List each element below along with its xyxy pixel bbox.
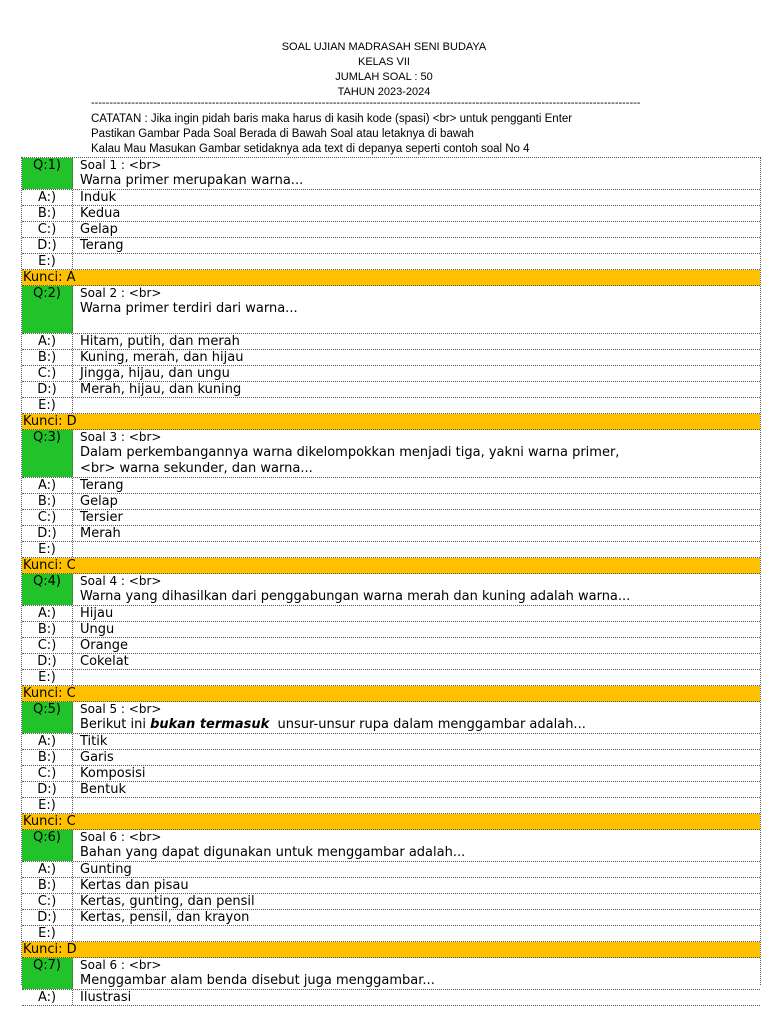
option-letter: A:)	[22, 478, 73, 493]
option-letter: C:)	[22, 894, 73, 909]
question-row	[22, 430, 760, 478]
option-row	[22, 926, 760, 942]
option-letter: E:)	[22, 542, 73, 557]
question-line: Warna primer terdiri dari warna...	[80, 301, 298, 316]
question-line: <br> warna sekunder, dan warna...	[80, 461, 313, 476]
option-text: Gelap	[80, 222, 118, 237]
option-row	[22, 862, 760, 878]
option-letter: C:)	[22, 366, 73, 381]
answer-key-row: Kunci: D	[22, 414, 760, 430]
option-row	[22, 910, 760, 926]
option-text	[73, 926, 760, 941]
option-letter: E:)	[22, 926, 73, 941]
option-text: Hijau	[80, 606, 114, 621]
question-code: Soal 6 : <br>	[80, 830, 162, 844]
question-text	[73, 430, 760, 477]
option-text: Jingga, hijau, dan ungu	[80, 366, 230, 381]
option-letter: C:)	[22, 510, 73, 525]
notes-block	[91, 112, 731, 157]
question-code: Soal 3 : <br>	[80, 430, 162, 444]
option-text: Ungu	[80, 622, 115, 637]
question-line-part: unsur-unsur rupa dalam menggambar adalah...	[269, 717, 586, 732]
option-letter: B:)	[22, 206, 73, 221]
option-row	[22, 606, 760, 622]
question-text	[73, 702, 760, 733]
answer-key-row: Kunci: C	[22, 686, 760, 702]
option-row	[22, 222, 760, 238]
option-row	[22, 190, 760, 206]
option-row	[22, 734, 760, 750]
option-row	[22, 398, 760, 414]
separator-line: ------------------------------------------------------------------------------------------------------------------------------------------------------	[91, 97, 641, 109]
option-letter: A:)	[22, 862, 73, 877]
answer-key-row: Kunci: A	[22, 270, 760, 286]
option-letter: D:)	[22, 238, 73, 253]
question-text	[73, 830, 760, 861]
option-text: Komposisi	[80, 766, 146, 781]
option-row	[22, 894, 760, 910]
option-text: Titik	[80, 734, 108, 749]
option-row	[22, 542, 760, 558]
question-code: Soal 6 : <br>	[80, 958, 162, 972]
question-number: Q:5)	[22, 702, 73, 733]
option-letter: B:)	[22, 494, 73, 509]
question-number: Q:3)	[22, 430, 73, 477]
option-row	[22, 238, 760, 254]
option-row	[22, 254, 760, 270]
question-number: Q:4)	[22, 574, 73, 605]
option-text: Cokelat	[80, 654, 129, 669]
option-letter: D:)	[22, 782, 73, 797]
option-row	[22, 654, 760, 670]
option-letter: E:)	[22, 254, 73, 269]
question-row	[22, 158, 760, 190]
question-count: JUMLAH SOAL : 50	[335, 71, 433, 83]
question-number: Q:7)	[22, 958, 73, 989]
option-row	[22, 670, 760, 686]
option-text: Kertas dan pisau	[80, 878, 189, 893]
option-row	[22, 878, 760, 894]
question-line	[80, 717, 760, 733]
option-letter: D:)	[22, 654, 73, 669]
option-text	[73, 670, 760, 685]
option-text: Terang	[80, 238, 124, 253]
option-letter: B:)	[22, 350, 73, 365]
question-row	[22, 574, 760, 606]
answer-key-row: Kunci: C	[22, 558, 760, 574]
option-letter: B:)	[22, 622, 73, 637]
question-row	[22, 830, 760, 862]
option-letter: E:)	[22, 398, 73, 413]
answer-key-row: Kunci: C	[22, 814, 760, 830]
option-letter: C:)	[22, 766, 73, 781]
option-row	[22, 334, 760, 350]
option-row	[22, 494, 760, 510]
option-letter: B:)	[22, 878, 73, 893]
option-row	[22, 798, 760, 814]
question-text	[73, 286, 760, 333]
option-row	[22, 638, 760, 654]
option-text: Bentuk	[80, 782, 127, 797]
question-number: Q:2)	[22, 286, 73, 333]
option-text: Gelap	[80, 494, 118, 509]
option-row	[22, 526, 760, 542]
option-text: Kuning, merah, dan hijau	[80, 350, 244, 365]
question-line-part: Berikut ini	[80, 717, 151, 732]
option-row	[22, 366, 760, 382]
question-code: Soal 1 : <br>	[80, 158, 162, 172]
option-text: Merah, hijau, dan kuning	[80, 382, 242, 397]
note-line: Pastikan Gambar Pada Soal Berada di Bawah Soal atau letaknya di bawah	[91, 128, 474, 140]
option-text: Kertas, pensil, dan krayon	[80, 910, 250, 925]
option-text: Kedua	[80, 206, 121, 221]
option-letter: C:)	[22, 222, 73, 237]
question-code: Soal 4 : <br>	[80, 574, 162, 588]
option-text: Induk	[80, 190, 117, 205]
question-number: Q:6)	[22, 830, 73, 861]
option-text: Garis	[80, 750, 114, 765]
option-text	[73, 542, 760, 557]
option-letter: D:)	[22, 382, 73, 397]
option-text	[73, 798, 760, 813]
option-text: Kertas, gunting, dan pensil	[80, 894, 255, 909]
question-line: Dalam perkembangannya warna dikelompokkan menjadi tiga, yakni warna primer,	[80, 445, 620, 460]
option-text	[73, 254, 760, 269]
option-text: Ilustrasi	[80, 990, 132, 1005]
note-line: Kalau Mau Masukan Gambar setidaknya ada text di depanya seperti contoh soal No 4	[91, 143, 530, 155]
option-text: Hitam, putih, dan merah	[80, 334, 240, 349]
option-row	[22, 510, 760, 526]
option-letter: C:)	[22, 638, 73, 653]
option-row	[22, 750, 760, 766]
option-row	[22, 478, 760, 494]
option-letter: A:)	[22, 334, 73, 349]
school-year: TAHUN 2023-2024	[337, 86, 431, 98]
option-letter: A:)	[22, 990, 73, 1005]
answer-key-row: Kunci: D	[22, 942, 760, 958]
option-letter: E:)	[22, 798, 73, 813]
option-row	[22, 382, 760, 398]
option-text: Terang	[80, 478, 124, 493]
question-row	[22, 702, 760, 734]
option-row	[22, 622, 760, 638]
option-text: Orange	[80, 638, 129, 653]
question-row	[22, 286, 760, 334]
option-row	[22, 206, 760, 222]
question-text	[73, 574, 760, 605]
question-code: Soal 2 : <br>	[80, 286, 162, 300]
option-text: Tersier	[80, 510, 123, 525]
option-letter: E:)	[22, 670, 73, 685]
option-row	[22, 990, 760, 1006]
question-text	[73, 958, 760, 989]
option-letter: A:)	[22, 734, 73, 749]
class-level: KELAS VII	[358, 56, 410, 68]
question-number: Q:1)	[22, 158, 73, 189]
question-line: Warna yang dihasilkan dari penggabungan warna merah dan kuning adalah warna...	[80, 589, 631, 604]
option-text: Merah	[80, 526, 121, 541]
question-line	[80, 317, 760, 333]
question-line: Bahan yang dapat digunakan untuk menggambar adalah...	[80, 845, 466, 860]
question-line: Menggambar alam benda disebut juga menggambar...	[80, 973, 435, 988]
question-emphasis: bukan termasuk	[150, 717, 270, 732]
option-letter: D:)	[22, 910, 73, 925]
question-text	[73, 158, 760, 189]
document-header	[0, 40, 768, 100]
question-line: Warna primer merupakan warna...	[80, 173, 304, 188]
option-letter: A:)	[22, 190, 73, 205]
option-row	[22, 350, 760, 366]
exam-title: SOAL UJIAN MADRASAH SENI BUDAYA	[281, 41, 487, 53]
option-text	[73, 398, 760, 413]
option-letter: D:)	[22, 526, 73, 541]
question-table	[21, 157, 761, 1005]
option-letter: B:)	[22, 750, 73, 765]
note-line: CATATAN : Jika ingin pidah baris maka harus di kasih kode (spasi) <br> untuk pengganti Enter	[91, 113, 573, 125]
option-letter: A:)	[22, 606, 73, 621]
question-row	[22, 958, 760, 990]
question-code: Soal 5 : <br>	[80, 702, 162, 716]
option-text: Gunting	[80, 862, 132, 877]
option-row	[22, 782, 760, 798]
option-row	[22, 766, 760, 782]
